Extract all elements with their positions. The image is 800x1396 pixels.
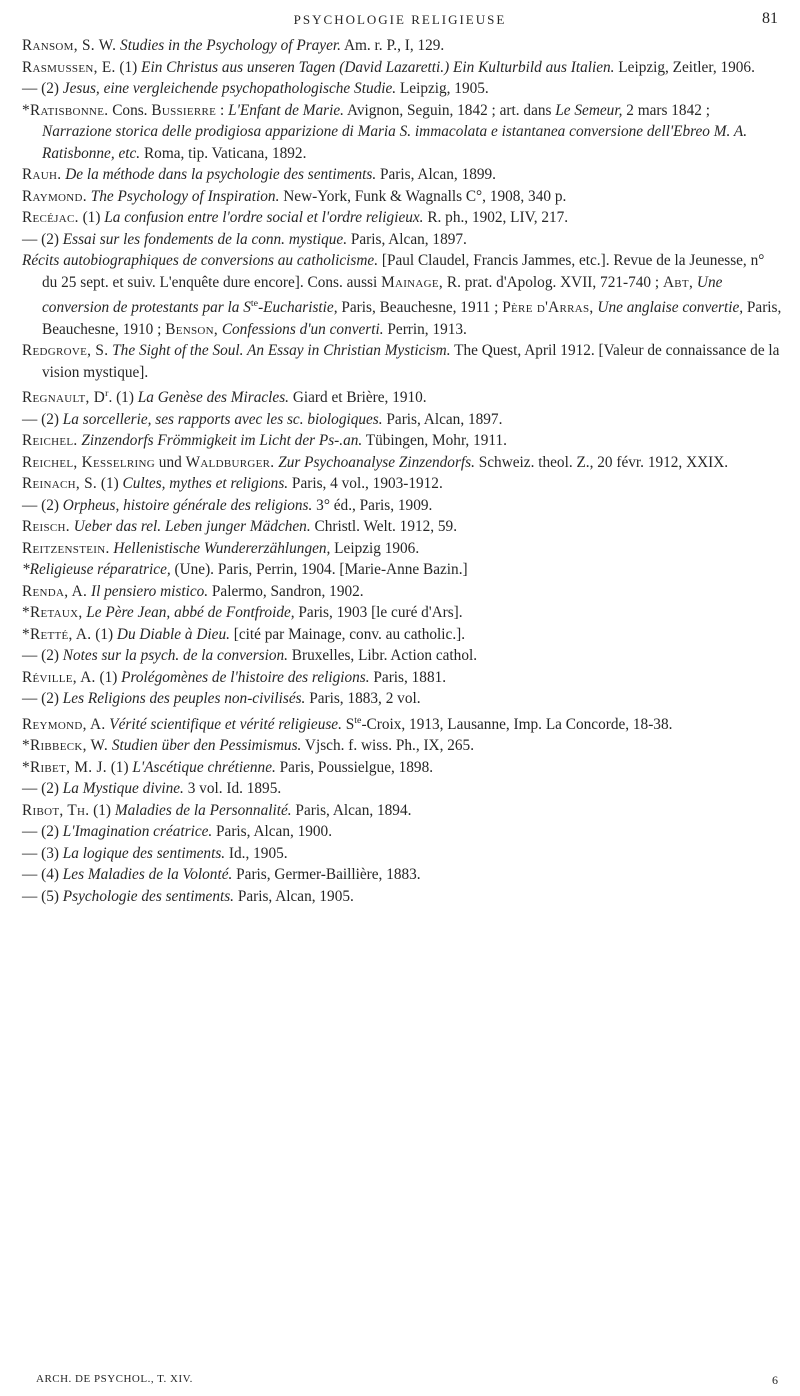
entry-text: S [341,715,355,733]
bibliography-entry [22,735,782,757]
entry-text: : [216,101,229,119]
entry-text: Leipzig, 1905. [396,80,489,97]
bibliography-entry [22,821,782,843]
entry-text: (1) [91,625,117,643]
entry-text: (1) [95,668,122,686]
entry-title: The Psychology of Inspiration. [90,187,280,205]
entry-title: La confusion entre l'ordre social et l'ordre religieux. [104,209,424,226]
bibliography-entry [22,581,782,603]
bibliography-entry [22,186,782,208]
bibliography-entry [22,864,782,886]
entry-author: Rauh. [22,166,62,183]
bibliography-entry [22,757,782,779]
bibliography-entry [22,57,782,79]
entry-title: Une anglaise convertie, [597,299,744,317]
bibliography-entry [22,688,782,710]
entry-author: *Retaux, [22,604,83,622]
entry-text: — (4) [22,866,63,884]
entry-text: Giard et Brière, 1910. [289,389,427,407]
entry-text: te [354,714,362,726]
bibliography-entry [22,78,782,100]
entry-text: (1) [89,801,115,819]
bibliography-entry [22,843,782,865]
bibliography-entry [22,250,782,340]
bibliography-entry [22,495,782,517]
entry-text: . (1) [108,389,138,407]
entry-text: Vjsch. f. wiss. Ph., IX, 265. [301,737,475,755]
entry-text: — (3) [22,844,63,862]
entry-author: Reichel. [22,432,78,450]
entry-author: Rasmussen, E. [22,58,116,76]
entry-author: *Ratisbonne. [22,101,109,119]
page-footer [36,1373,778,1391]
entry-text: New-York, Funk & Wagnalls C°, 1908, 340 p. [279,187,567,205]
bibliography-entry [22,516,782,538]
entry-author: Bussierre [151,101,217,119]
entry-text: 2 mars 1842 ; [622,101,710,119]
entry-title: Prolégomènes de l'histoire des religions. [121,668,370,686]
entry-title: Studies in the Psychology of Prayer. [120,37,341,54]
entry-text: — (2) [22,690,63,708]
signature-mark: ARCH. DE PSYCHOL., T. XIV. [36,1373,193,1385]
entry-text: (1) [106,758,133,776]
bibliography-entry [22,886,782,908]
entry-text: The Quest, April 1912. [Valeur de connaissance de la vision mystique]. [42,342,780,381]
bibliography-entry [22,340,782,383]
bibliography-entry [22,624,782,646]
entry-text: Schweiz. theol. Z., 20 févr. 1912, XXIX. [474,453,729,471]
entry-text: Paris, 1903 [le curé d'Ars]. [294,604,463,622]
entry-title: Essai sur les fondements de la conn. mystique. [62,230,348,248]
entry-text: Paris, Alcan, 1900. [212,823,333,841]
entry-text: — (2) [22,823,63,841]
bibliography-entry [22,800,782,822]
entry-text: Paris, Alcan, 1897. [347,230,467,248]
entry-title: Les Religions des peuples non-civilisés. [62,690,306,708]
entry-author: Abt, [662,273,694,291]
entry-title: Les Maladies de la Volonté. [62,866,233,884]
bibliography-entry [22,710,782,736]
bibliography-entry [22,602,782,624]
entry-title: Notes sur la psych. de la conversion. [62,647,288,665]
entry-title: L'Enfant de Marie. [228,101,344,119]
entry-text: 3 vol. Id. 1895. [183,780,282,798]
entry-title: Confessions d'un converti. [221,320,384,338]
entry-title: *Religieuse réparatrice, [22,561,171,579]
bibliography-entry [22,473,782,495]
entry-text: Roma, tip. Vaticana, 1892. [140,144,307,162]
page-number: 81 [762,10,778,27]
entry-author: Reichel, Kesselring [22,453,155,471]
entry-text: r [105,388,109,400]
bibliography-entry [22,538,782,560]
entry-title: Ein Christus aus unseren Tagen (David Lazaretti.) Ein Kulturbild aus Italien. [141,58,615,76]
entry-text: Paris, Alcan, 1905. [234,887,354,905]
bibliography-entry [22,667,782,689]
entry-title: L'Ascétique chrétienne. [132,758,276,776]
entry-title: Ueber das rel. Leben junger Mädchen. [73,518,311,536]
entry-text: Bruxelles, Libr. Action cathol. [287,647,478,665]
entry-author: Redgrove, S. [22,342,109,360]
entry-author: *Ribet, M. J. [22,758,107,776]
entry-title: Le Père Jean, abbé de Fontfroide, [86,604,295,622]
entry-text: Cons. [108,101,152,119]
entry-text: Leipzig 1906. [330,539,420,557]
entry-title: Une conversion de protestants par la S [42,273,723,317]
bibliography-entry [22,383,782,409]
bibliography-entry [22,229,782,251]
entry-text: Paris, Alcan, 1899. [376,166,496,183]
entry-text: — (2) [22,410,63,428]
entry-title: Il pensiero mistico. [90,582,209,600]
entry-title: Le Semeur, [555,101,623,119]
entry-text: — (5) [22,887,63,905]
bibliography-entry [22,452,782,474]
bibliography-entry [22,164,782,186]
entry-text: (Une). Paris, Perrin, 1904. [Marie-Anne Bazin.] [170,561,468,579]
bibliography-entry [22,100,782,165]
entry-text: Am. r. P., I, 129. [340,37,445,54]
entry-title: L'Imagination créatrice. [62,823,213,841]
entry-text: — (2) [22,230,63,248]
entry-title: La sorcellerie, ses rapports avec les sc. biologiques. [62,410,383,428]
entry-title: Studien über den Pessimismus. [111,737,302,755]
entry-title: -Eucharistie, [258,299,338,317]
entry-text: — (2) [22,80,63,97]
entry-text: Paris, 4 vol., 1903-1912. [288,475,443,493]
entry-title: Récits autobiographiques de conversions au catholicisme. [22,252,379,269]
entry-title: La logique des sentiments. [62,844,226,862]
entry-author: Mainage, [381,273,444,291]
entry-text: Paris, Beauchesne, 1910 ; [42,299,782,338]
entry-author: Recéjac. [22,209,79,226]
entry-text: [Paul Claudel, Francis Jammes, etc.]. Revue de la Jeunesse, n° du 25 sept. et suiv. L'enquête dure encore]. Cons. aussi [42,252,765,291]
entry-title: Zinzendorfs Frömmigkeit im Licht der Ps-.an. [81,432,363,450]
entry-text: (1) [115,58,142,76]
entry-text: Paris, Beauchesne, 1911 ; [337,299,503,317]
entry-author: Benson, [165,320,218,338]
bibliography-entry [22,35,782,57]
entry-text: Tübingen, Mohr, 1911. [362,432,507,450]
entry-author: Ribot, Th. [22,801,90,819]
entry-text: und [154,453,186,471]
entry-title: Hellenistische Wundererzählungen, [113,539,331,557]
entry-title: Vérité scientifique et vérité religieuse. [109,715,342,733]
bibliography-entry [22,645,782,667]
entry-text: 3° éd., Paris, 1909. [312,496,433,514]
entry-author: Reinach, S. [22,475,98,493]
entry-text: — (2) [22,647,63,665]
entry-author: *Retté, A. [22,625,92,643]
bibliography-entry [22,409,782,431]
entry-text: Paris, 1883, 2 vol. [305,690,421,708]
entry-text: — (2) [22,496,63,514]
bibliography-list [22,35,782,907]
entry-author: Raymond. [22,187,87,205]
entry-author: Regnault, D [22,389,106,407]
entry-text: Paris, Poussielgue, 1898. [275,758,434,776]
bibliography-entry [22,430,782,452]
entry-text: Perrin, 1913. [383,320,467,338]
entry-author: Renda, A. [22,582,88,600]
entry-text: R. prat. d'Apolog. XVII, 721-740 ; [443,273,663,291]
entry-author: Réville, A. [22,668,96,686]
entry-text: — (2) [22,780,63,798]
entry-text: -Croix, 1913, Lausanne, Imp. La Concorde, 18-38. [361,715,673,733]
entry-title: Cultes, mythes et religions. [122,475,289,493]
entry-text: Paris, Alcan, 1894. [291,801,412,819]
entry-text: R. ph., 1902, LIV, 217. [423,209,569,226]
entry-text: Paris, 1881. [369,668,447,686]
entry-title: Psychologie des sentiments. [62,887,234,905]
entry-text: Paris, Alcan, 1897. [382,410,503,428]
entry-title: Du Diable à Dieu. [116,625,230,643]
entry-text: Avignon, Seguin, 1842 ; art. dans [343,101,556,119]
entry-text: (1) [78,209,105,226]
entry-text: te [250,298,259,309]
entry-author: Ransom, S. W. [22,37,117,54]
bibliography-entry [22,559,782,581]
page-header [0,8,800,32]
entry-author: *Ribbeck, W. [22,737,109,755]
bibliography-entry [22,207,782,229]
entry-text: Palermo, Sandron, 1902. [208,582,364,600]
entry-title: Maladies de la Personnalité. [114,801,292,819]
entry-text: (1) [97,475,123,493]
bibliography-entry [22,778,782,800]
entry-title: Orpheus, histoire générale des religions. [62,496,313,514]
running-head: PSYCHOLOGIE RELIGIEUSE [293,12,507,27]
entry-title: Jesus, eine vergleichende psychopathologische Studie. [62,80,397,97]
entry-author: Waldburger. [185,453,275,471]
entry-text: Leipzig, Zeitler, 1906. [614,58,755,76]
entry-title: Zur Psychoanalyse Zinzendorfs. [278,453,475,471]
entry-text: Christl. Welt. 1912, 59. [310,518,458,536]
signature-number: 6 [772,1373,778,1387]
entry-text: Paris, Germer-Baillière, 1883. [232,866,421,884]
entry-author: Reymond, A. [22,715,106,733]
entry-title: De la méthode dans la psychologie des sentiments. [65,166,377,183]
entry-author: Père d'Arras, [502,299,594,317]
entry-text: [cité par Mainage, conv. au catholic.]. [229,625,466,643]
entry-text: Id., 1905. [225,844,288,862]
entry-title: La Genèse des Miracles. [137,389,289,407]
entry-author: Reisch. [22,518,70,536]
entry-title: Narrazione storica delle prodigiosa apparizione di Maria S. immacolata e istantanea conversione dell'Ebreo M. A. Ratisbonne, etc. [42,123,748,162]
entry-title: The Sight of the Soul. An Essay in Christian Mysticism. [112,342,451,360]
entry-title: La Mystique divine. [62,780,184,798]
entry-author: Reitzenstein. [22,539,110,557]
